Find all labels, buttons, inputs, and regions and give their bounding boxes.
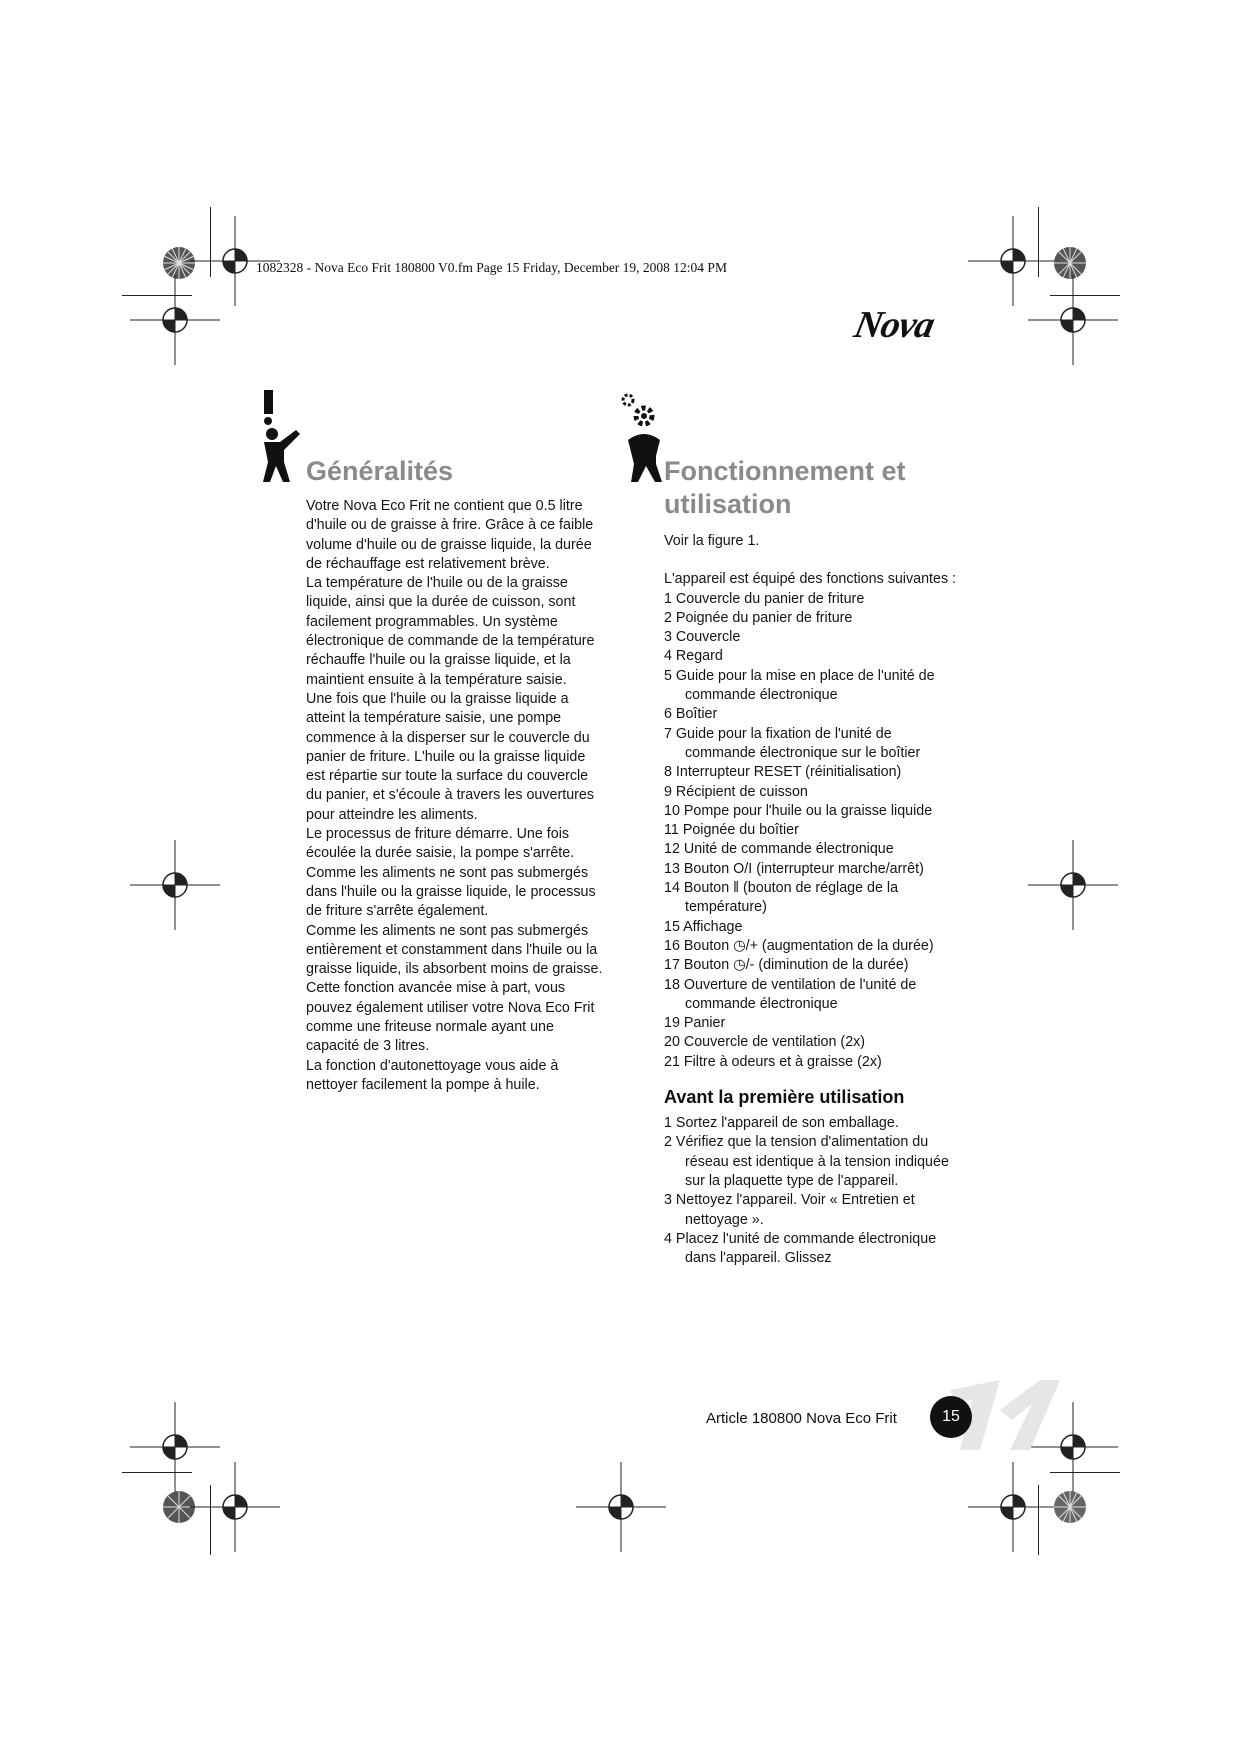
list-item: 14 Bouton ǁ (bouton de réglage de la température) (664, 880, 899, 916)
list-item: 17 Bouton ◷/- (diminution de la durée) (664, 957, 909, 974)
paragraph: Le processus de friture démarre. Une fois écoulée la durée saisie, la pompe s'arrête. Comme les aliments ne sont pas submergés dans l'huile ou la graisse liquide, le processus de friture s'arrête également. (306, 826, 596, 920)
crop-mark (122, 1472, 192, 1473)
list-item: 3 Nettoyez l'appareil. Voir « Entretien et nettoyage ». (664, 1192, 915, 1228)
settings-figure-icon (620, 392, 670, 484)
list-item: 13 Bouton O/I (interrupteur marche/arrêt) (664, 860, 924, 877)
fonctionnement-body (664, 532, 964, 1268)
section-title-fonctionnement: Fonctionnement et utilisation (664, 456, 906, 519)
steps-list (664, 1114, 964, 1268)
crop-mark (1038, 1485, 1039, 1555)
brand-logo: Nova (850, 304, 938, 346)
figure-reference: Voir la figure 1. (664, 533, 760, 549)
list-item: 5 Guide pour la mise en place de l'unité de commande électronique (664, 667, 935, 704)
functions-intro: L'appareil est équipé des fonctions suivantes : (664, 571, 957, 588)
registration-crosshair-icon (190, 1462, 280, 1552)
list-item: 2 Vérifiez que la tension d'alimentation du réseau est identique à la tension indiquée sur la plaquette type de l'appareil. (664, 1134, 949, 1189)
paragraph: La température de l'huile ou de la graisse liquide, ainsi que la durée de cuisson, sont facilement programmables. Un système électronique de commande de la température réchauffe l'huile ou la graisse liquide, et la maintient ensuite à la température saisie. (306, 575, 595, 688)
registration-crosshair-icon (576, 1462, 666, 1552)
functions-list (664, 590, 964, 1072)
paragraph: La fonction d'autonettoyage vous aide à nettoyer facilement la pompe à huile. (306, 1057, 559, 1093)
list-item: 18 Ouverture de ventilation de l'unité de commande électronique (664, 976, 917, 1012)
list-item: 4 Regard (664, 648, 723, 665)
list-item: 12 Unité de commande électronique (664, 841, 894, 858)
list-item: 21 Filtre à odeurs et à graisse (2x) (664, 1053, 882, 1070)
subsection-title: Avant la première utilisation (664, 1087, 905, 1108)
paragraph: Cette fonction avancée mise à part, vous pouvez également utiliser votre Nova Eco Frit comme une friteuse normale ayant une capacité de 3 litres. (306, 980, 595, 1055)
warning-figure-icon (258, 388, 308, 484)
registration-crosshair-icon (130, 840, 220, 930)
list-item: 9 Récipient de cuisson (664, 783, 808, 800)
list-item: 3 Couvercle (664, 629, 741, 646)
list-item: 7 Guide pour la fixation de l'unité de commande électronique sur le boîtier (664, 725, 921, 761)
footer-article: Article 180800 Nova Eco Frit (706, 1410, 897, 1427)
crop-mark (1050, 1472, 1120, 1473)
list-item: 2 Poignée du panier de friture (664, 609, 853, 626)
paragraph: Comme les aliments ne sont pas submergés entièrement et constamment dans l'huile ou la graisse liquide, ils absorbent moins de graisse. (306, 922, 603, 978)
page-number: 15 (930, 1396, 972, 1438)
list-item: 1 Sortez l'appareil de son emballage. (664, 1115, 899, 1132)
list-item: 15 Affichage (664, 918, 743, 935)
paragraph: Une fois que l'huile ou la graisse liquide a atteint la température saisie, une pompe commence à la disperser sur le couvercle du panier de friture. L'huile ou la graisse liquide est répartie sur toute la surface du couvercle du panier, et s'écoule à travers les ouvertures pour atteindre les aliments. (306, 690, 595, 823)
list-item: 19 Panier (664, 1015, 726, 1032)
registration-rosette-icon (1053, 1490, 1087, 1524)
registration-crosshair-icon (1028, 840, 1118, 930)
registration-crosshair-icon (968, 1462, 1058, 1552)
list-item: 11 Poignée du boîtier (664, 822, 799, 839)
registration-crosshair-icon (130, 275, 220, 365)
paragraph: Votre Nova Eco Frit ne contient que 0.5 litre d'huile ou de graisse à frire. Grâce à ce faible volume d'huile ou de graisse liquide, la durée de réchauffage est relativement brève. (306, 498, 594, 572)
list-item: 1 Couvercle du panier de friture (664, 590, 865, 607)
section-title-generalites: Généralités (306, 456, 454, 486)
list-item: 16 Bouton ◷/+ (augmentation de la durée) (664, 937, 934, 954)
list-item: 8 Interrupteur RESET (réinitialisation) (664, 764, 902, 781)
file-info: 1082328 - Nova Eco Frit 180800 V0.fm Page 15 Friday, December 19, 2008 12:04 PM (256, 260, 727, 275)
registration-crosshair-icon (1028, 275, 1118, 365)
generalites-body (306, 497, 606, 1095)
list-item: 6 Boîtier (664, 706, 718, 723)
list-item: 4 Placez l'unité de commande électronique dans l'appareil. Glissez (664, 1230, 937, 1267)
crop-mark (1038, 207, 1039, 277)
list-item: 20 Couvercle de ventilation (2x) (664, 1034, 866, 1051)
list-item: 10 Pompe pour l'huile ou la graisse liquide (664, 802, 933, 819)
